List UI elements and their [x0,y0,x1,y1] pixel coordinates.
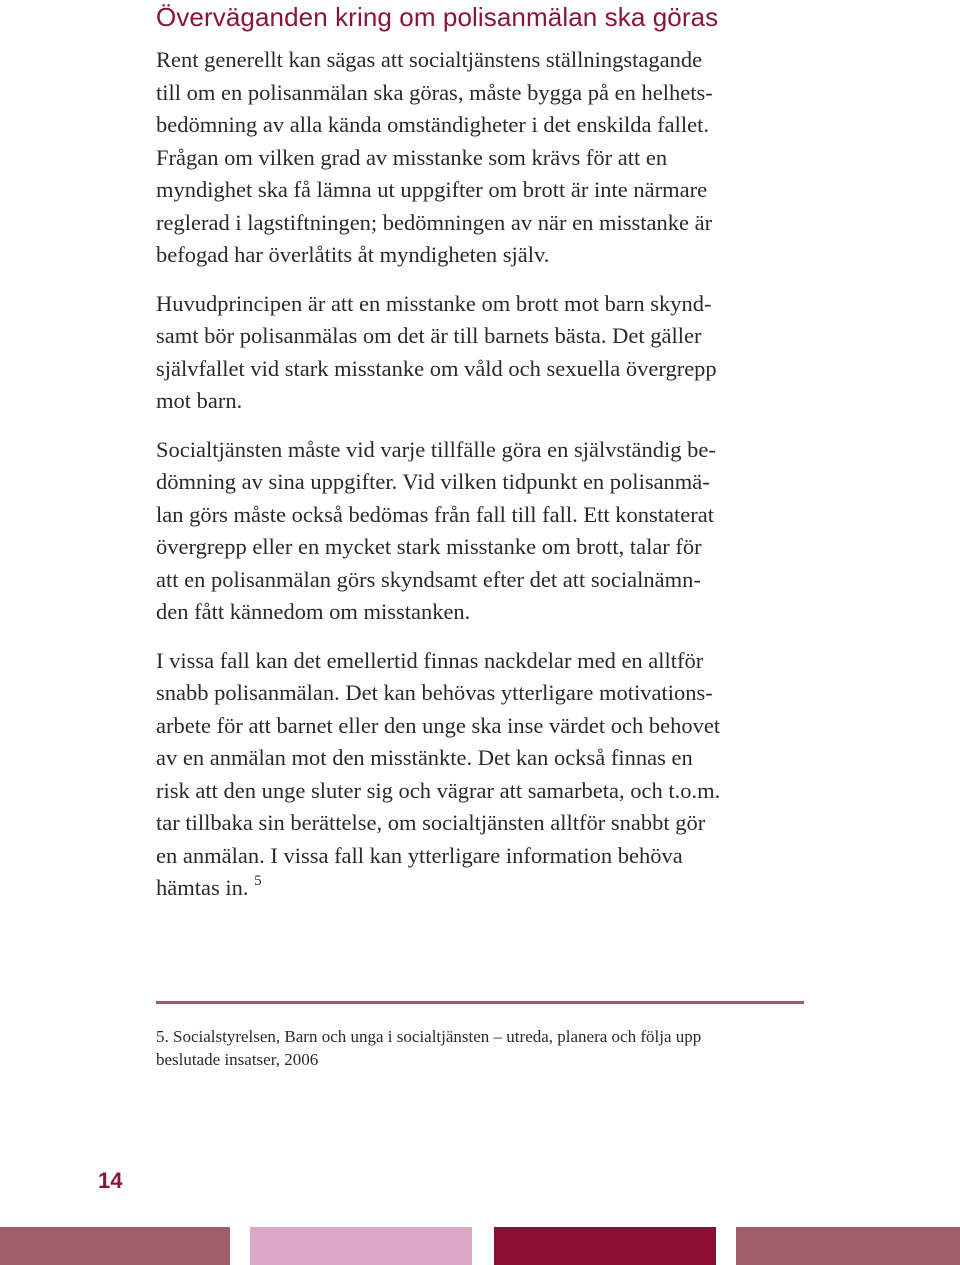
text-line: befogad har överlåtits åt myndigheten själv. [156,242,550,267]
text-line: till om en polisanmälan ska göras, måste bygga på en helhets- [156,79,713,105]
text-line-last-text: hämtas in. [156,875,255,900]
decorative-bar-4 [736,1227,960,1265]
footnote-line: 5. Socialstyrelsen, Barn och unga i socialtjänsten – utreda, planera och följa upp [156,1027,702,1046]
text-line: bedömning av alla kända omständigheter i det enskilda fallet. [156,112,709,137]
paragraph-3 [156,434,816,629]
decorative-bar-3 [494,1227,716,1265]
page-number: 14 [98,1168,123,1193]
decorative-bar-1 [0,1227,230,1265]
paragraph-2 [156,288,816,418]
text-line: samt bör polisanmälas om det är till barnets bästa. Det gäller [156,323,702,348]
text-line: risk att den unge sluter sig och vägrar att samarbeta, och t.o.m. [156,777,721,803]
text-line: arbete för att barnet eller den unge ska inse värdet och behovet [156,712,721,738]
text-line: att en polisanmälan görs skyndsamt efter det att socialnämn- [156,566,701,592]
text-line: lan görs måste också bedömas från fall till fall. Ett konstaterat [156,501,714,527]
paragraph-4 [156,645,816,905]
text-line: Huvudprincipen är att en misstanke om brott mot barn skynd- [156,290,712,316]
text-line: snabb polisanmälan. Det kan behövas ytterligare motivations- [156,680,713,705]
text-line: Frågan om vilken grad av misstanke som krävs för att en [156,144,668,170]
text-line: dömning av sina uppgifter. Vid vilken tidpunkt en polisanmä- [156,469,710,494]
text-line: en anmälan. I vissa fall kan ytterligare information behöva [156,842,683,868]
text-line: Rent generellt kan sägas att socialtjänstens ställningstagande [156,47,703,72]
paragraph-1 [156,44,816,272]
footnote-divider [156,1001,804,1004]
text-line: mot barn. [156,388,243,413]
body-text [156,44,816,921]
footnote-reference[interactable]: 5 [254,873,262,889]
text-line: reglerad i lagstiftningen; bedömningen av när en misstanke är [156,209,713,235]
text-line: I vissa fall kan det emellertid finnas nackdelar med en alltför [156,647,704,673]
text-line: självfallet vid stark misstanke om våld och sexuella övergrepp [156,355,717,381]
text-line: övergrepp eller en mycket stark misstanke om brott, talar för [156,534,702,559]
text-line: den fått kännedom om misstanken. [156,599,471,624]
section-heading: Överväganden kring om polisanmälan ska göras [156,2,719,32]
text-line: tar tillbaka sin berättelse, om socialtjänsten alltför snabbt gör [156,810,706,835]
text-line-last [156,872,816,905]
text-line: myndighet ska få lämna ut uppgifter om brott är inte närmare [156,177,708,202]
footnote [156,1025,701,1071]
footnote-line: beslutade insatser, 2006 [156,1050,319,1069]
text-line: Socialtjänsten måste vid varje tillfälle göra en självständig be- [156,436,716,462]
decorative-bar-2 [250,1227,472,1265]
text-line: av en anmälan mot den misstänkte. Det kan också finnas en [156,745,693,770]
